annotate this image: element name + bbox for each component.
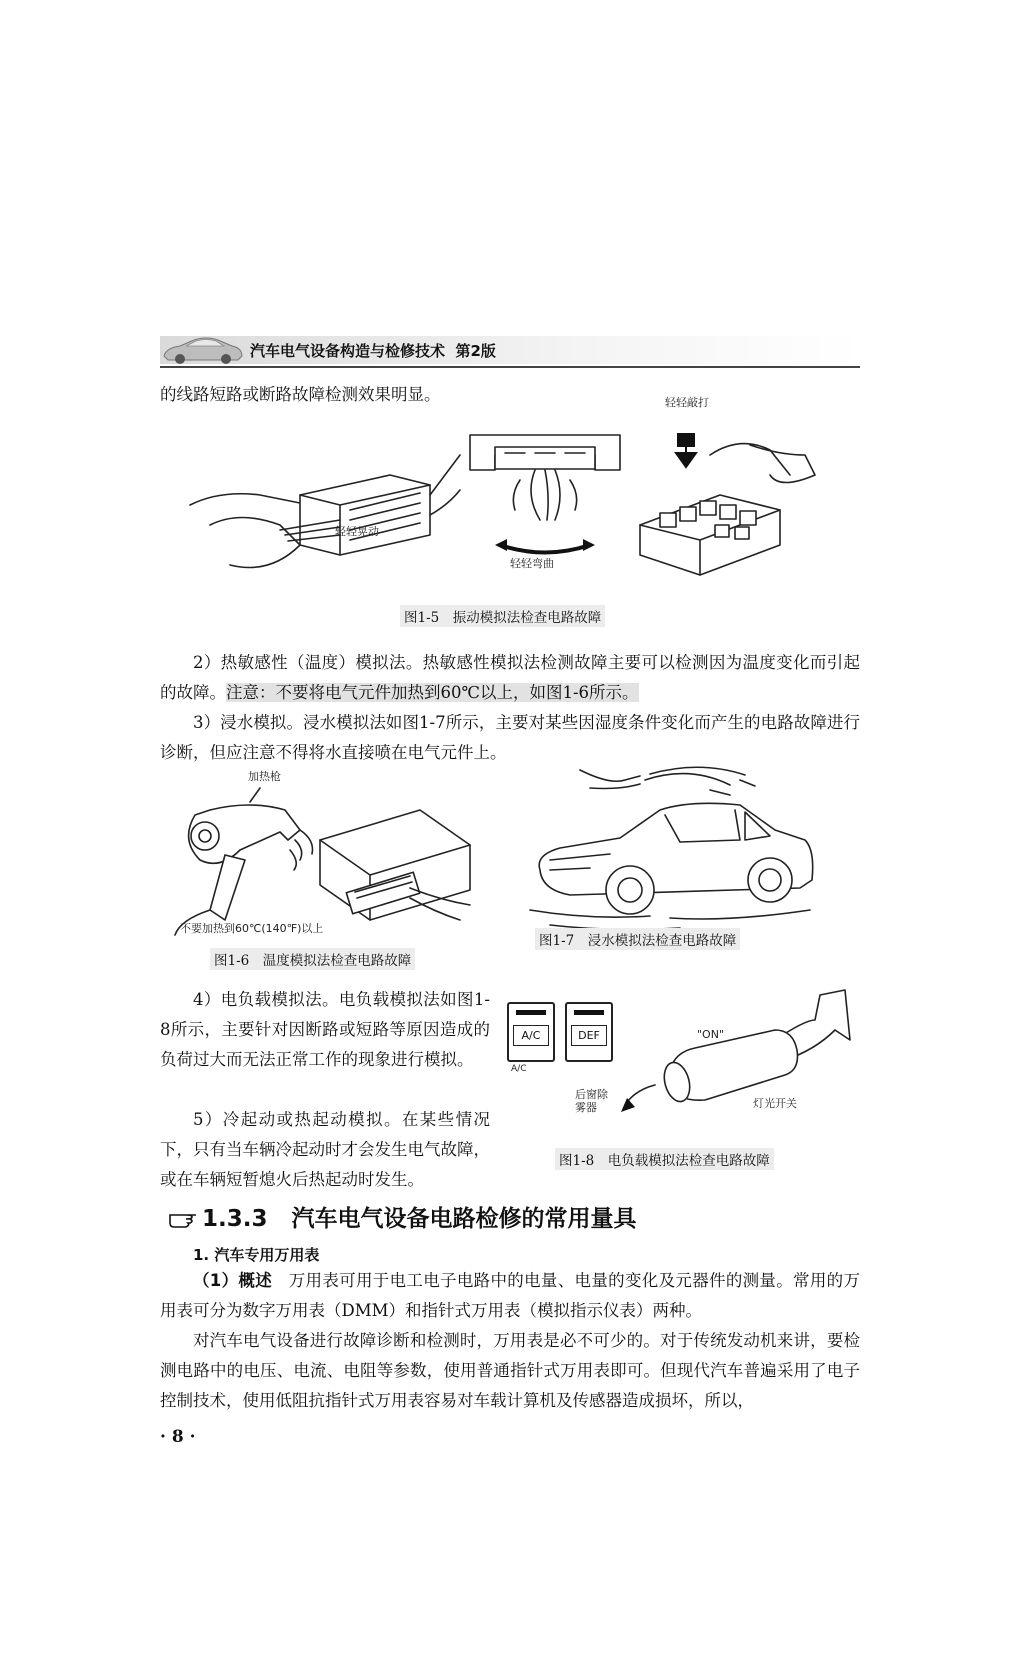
item-3-paragraph: 3）浸水模拟。浸水模拟法如图1-7所示，主要对某些因湿度条件变化而产生的电路故障进行诊断，但应注意不得将水直接喷在电气元件上。 [160, 713, 860, 762]
car-logo-icon [160, 332, 244, 366]
def-button [565, 1002, 613, 1062]
label-heat-gun: 加热枪 [248, 770, 281, 783]
label-shake: 轻轻晃动 [335, 525, 379, 538]
label-heat-warning: 不要加热到60℃(140℉)以上 [180, 922, 324, 935]
relay-tap-illustration [630, 415, 830, 580]
continuation-text: 的线路短路或断路故障检测效果明显。 [160, 385, 441, 404]
heat-gun-illustration [170, 770, 500, 940]
caption-fig-1-6: 图1-6 温度模拟法检查电路故障 [210, 948, 415, 970]
section-title-text: 汽车电气设备电路检修的常用量具 [291, 1206, 637, 1232]
heat-warning-note: 注意：不要将电气元件加热到60℃以上，如图1-6所示。 [226, 683, 639, 702]
def-button-label: DEF [571, 1025, 607, 1046]
figure-1-5 [190, 396, 840, 640]
harness-bend-illustration [465, 425, 625, 570]
ac-button-label: A/C [513, 1025, 549, 1046]
ac-button [507, 1002, 555, 1062]
label-defogger: 后窗除雾器 [575, 1088, 608, 1114]
caption-fig-1-5: 图1-5 振动模拟法检查电路故障 [400, 605, 605, 627]
label-bend: 轻轻弯曲 [510, 557, 554, 570]
label-tap: 轻轻敲打 [665, 396, 709, 409]
connector-illustration [190, 435, 460, 585]
caption-fig-1-7: 图1-7 浸水模拟法检查电路故障 [535, 928, 740, 950]
header-rule [160, 366, 860, 368]
page-number: · 8 · [160, 1427, 196, 1447]
book-title: 汽车电气设备构造与检修技术 第2版 [250, 342, 496, 360]
label-light-switch: 灯光开关 [753, 1097, 797, 1110]
item-5-paragraph: 5）冷起动或热起动模拟。在某些情况下，只有当车辆冷起动时才会发生电气故障，或在车辆短暂熄火后热起动时发生。 [160, 1110, 490, 1189]
label-on: "ON" [697, 1028, 725, 1041]
car-water-illustration [530, 760, 850, 940]
figure-1-8 [505, 990, 865, 1170]
overview-paragraph: （1）概述 万用表可用于电工电子电路中的电量、电量的变化及元器件的测量。常用的万用表可分为数字万用表（DMM）和指针式万用表（模拟指示仪表）两种。 [160, 1271, 860, 1320]
figure-1-6 [170, 770, 500, 970]
item-2-paragraph: 2）热敏感性（温度）模拟法。热敏感性模拟法检测故障主要可以检测因为温度变化而引起的故障。注意：不要将电气元件加热到60℃以上，如图1-6所示。 [160, 653, 860, 702]
label-ac-small: A/C [511, 1064, 527, 1074]
overview-label: （1）概述 [193, 1271, 273, 1290]
pointing-hand-icon [168, 1204, 202, 1232]
caption-fig-1-8: 图1-8 电负载模拟法检查电路故障 [555, 1148, 774, 1170]
light-switch-illustration [615, 990, 865, 1140]
section-heading [168, 1200, 637, 1233]
multimeter-paragraph: 对汽车电气设备进行故障诊断和检测时，万用表是必不可少的。对于传统发动机来讲，要检测电路中的电压、电流、电阻等参数，使用普通指针式万用表即可。但现代汽车普遍采用了电子控制技术，使用低阻抗指针式万用表容易对车载计算机及传感器造成损坏，所以， [160, 1331, 860, 1410]
sub-heading-multimeter: 1. 汽车专用万用表 [193, 1246, 320, 1264]
item-4-paragraph: 4）电负载模拟法。电负载模拟法如图1-8所示，主要针对因断路或短路等原因造成的负荷过大而无法正常工作的现象进行模拟。 [160, 990, 490, 1069]
figure-1-7 [530, 760, 850, 970]
section-number: 1.3.3 [202, 1206, 268, 1232]
